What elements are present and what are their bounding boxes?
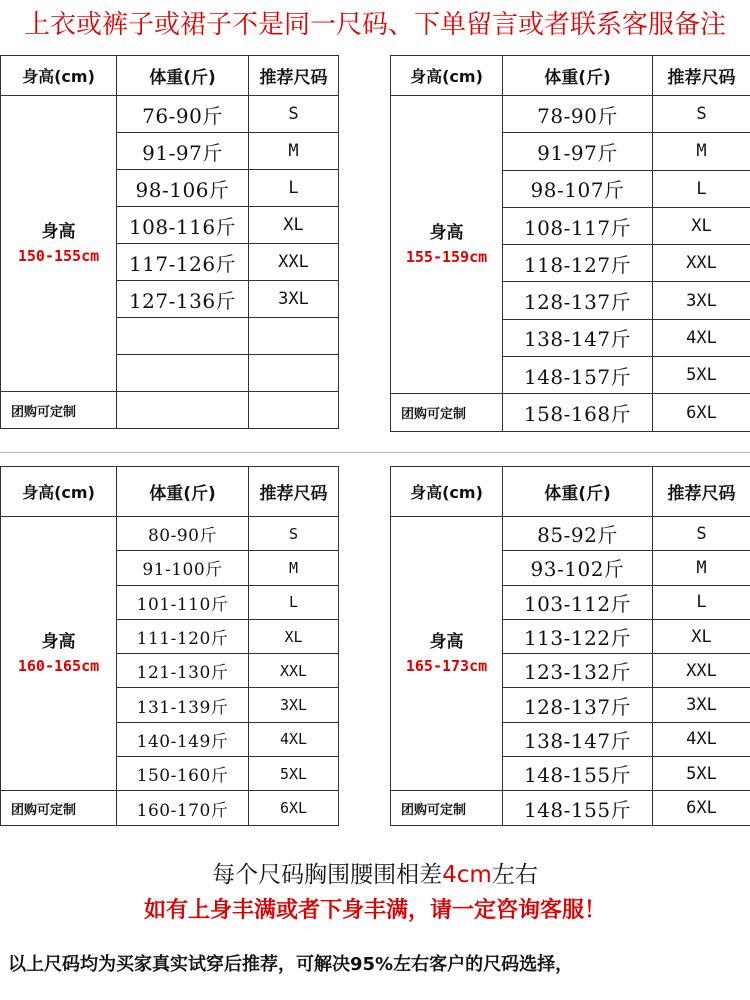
size-table xyxy=(0,466,339,826)
size-cell: L xyxy=(653,585,750,619)
table-row xyxy=(391,96,750,133)
weight-cell: 150-160斤 xyxy=(117,757,249,791)
weight-cell: 131-139斤 xyxy=(117,688,249,722)
size-cell: XL xyxy=(249,207,339,244)
height-cell xyxy=(391,96,503,394)
size-cell: 5XL xyxy=(653,357,750,394)
size-cell: XL xyxy=(653,619,750,653)
weight-cell: 91-100斤 xyxy=(117,551,249,585)
weight-cell: 91-97斤 xyxy=(503,133,653,170)
size-cell: XXL xyxy=(653,654,750,688)
height-range: 160-165cm xyxy=(17,656,100,675)
size-cell xyxy=(249,355,339,392)
header-height: 身高(cm) xyxy=(391,56,503,96)
size-table xyxy=(390,55,750,432)
group-order-label: 团购可定制 xyxy=(1,791,117,825)
size-cell: 3XL xyxy=(249,281,339,318)
header-weight: 体重(斤) xyxy=(117,467,249,517)
size-cell: S xyxy=(653,517,750,551)
size-cell: M xyxy=(249,551,339,585)
table-row xyxy=(391,394,750,431)
size-cell: L xyxy=(653,170,750,207)
height-range: 150-155cm xyxy=(17,246,100,265)
height-label: 身高 xyxy=(429,222,464,243)
height-cell xyxy=(391,517,503,791)
size-cell: 3XL xyxy=(249,688,339,722)
height-cell xyxy=(1,96,117,392)
table-row xyxy=(1,96,339,133)
size-cell: 4XL xyxy=(653,319,750,356)
weight-cell: 148-155斤 xyxy=(503,757,653,791)
height-label: 身高 xyxy=(41,221,76,242)
size-cell: 5XL xyxy=(653,757,750,791)
size-cell: 3XL xyxy=(653,282,750,319)
divider xyxy=(0,452,750,453)
size-table xyxy=(0,55,339,429)
weight-cell: 113-122斤 xyxy=(503,619,653,653)
size-cell: L xyxy=(249,585,339,619)
weight-cell: 108-117斤 xyxy=(503,207,653,244)
height-cell xyxy=(1,517,117,791)
weight-cell: 93-102斤 xyxy=(503,551,653,585)
header-weight: 体重(斤) xyxy=(503,56,653,96)
table-row xyxy=(1,517,339,551)
size-cell: XXL xyxy=(653,245,750,282)
note-size-difference-pre: 每个尺码胸围腰围相差 xyxy=(212,862,443,888)
weight-cell: 98-106斤 xyxy=(117,170,249,207)
weight-cell xyxy=(117,392,249,429)
weight-cell: 80-90斤 xyxy=(117,517,249,551)
weight-cell: 158-168斤 xyxy=(503,394,653,431)
weight-cell: 138-147斤 xyxy=(503,319,653,356)
size-cell: XXL xyxy=(249,244,339,281)
note-consult-service: 如有上身丰满或者下身丰满，请一定咨询客服！ xyxy=(143,898,606,923)
header-size: 推荐尺码 xyxy=(653,467,750,517)
weight-cell: 121-130斤 xyxy=(117,654,249,688)
size-cell: S xyxy=(249,96,339,133)
weight-cell: 98-107斤 xyxy=(503,170,653,207)
size-cell: 4XL xyxy=(653,722,750,756)
weight-cell: 85-92斤 xyxy=(503,517,653,551)
weight-cell: 148-157斤 xyxy=(503,357,653,394)
weight-cell: 101-110斤 xyxy=(117,585,249,619)
top-banner: 上衣或裤子或裙子不是同一尺码、下单留言或者联系客服备注 xyxy=(23,10,726,40)
weight-cell: 103-112斤 xyxy=(503,585,653,619)
size-cell: 5XL xyxy=(249,757,339,791)
weight-cell: 140-149斤 xyxy=(117,722,249,756)
weight-cell: 128-137斤 xyxy=(503,688,653,722)
note-size-difference-post: 左右 xyxy=(491,862,538,888)
size-cell: XL xyxy=(653,207,750,244)
note-size-difference xyxy=(0,856,750,889)
size-cell: XL xyxy=(249,619,339,653)
size-cell: 3XL xyxy=(653,688,750,722)
size-cell: L xyxy=(249,170,339,207)
group-order-label: 团购可定制 xyxy=(391,394,503,431)
size-cell: 6XL xyxy=(653,394,750,431)
size-cell: M xyxy=(249,133,339,170)
size-cell: 6XL xyxy=(653,791,750,825)
weight-cell: 111-120斤 xyxy=(117,619,249,653)
weight-cell: 127-136斤 xyxy=(117,281,249,318)
weight-cell: 123-132斤 xyxy=(503,654,653,688)
height-range: 155-159cm xyxy=(405,247,488,266)
table-row xyxy=(391,517,750,551)
weight-cell: 117-126斤 xyxy=(117,244,249,281)
header-height: 身高(cm) xyxy=(1,56,117,96)
size-cell: S xyxy=(653,96,750,133)
weight-cell: 118-127斤 xyxy=(503,245,653,282)
weight-cell xyxy=(117,355,249,392)
size-cell: XXL xyxy=(249,654,339,688)
header-size: 推荐尺码 xyxy=(249,467,339,517)
note-recommendation: 以上尺码均为买家真实试穿后推荐，可解决95%左右客户的尺码选择， xyxy=(8,954,574,975)
height-label: 身高 xyxy=(429,631,464,652)
height-range: 165-173cm xyxy=(405,656,488,675)
table-row xyxy=(1,392,339,429)
weight-cell: 76-90斤 xyxy=(117,96,249,133)
size-cell xyxy=(249,318,339,355)
height-label: 身高 xyxy=(41,631,76,652)
weight-cell: 138-147斤 xyxy=(503,722,653,756)
group-order-label: 团购可定制 xyxy=(391,791,503,825)
note-size-difference-value: 4cm xyxy=(442,862,492,888)
size-cell: 4XL xyxy=(249,722,339,756)
header-height: 身高(cm) xyxy=(1,467,117,517)
weight-cell: 160-170斤 xyxy=(117,791,249,825)
header-weight: 体重(斤) xyxy=(503,467,653,517)
size-cell xyxy=(249,392,339,429)
header-size: 推荐尺码 xyxy=(249,56,339,96)
weight-cell: 78-90斤 xyxy=(503,96,653,133)
header-weight: 体重(斤) xyxy=(117,56,249,96)
weight-cell: 128-137斤 xyxy=(503,282,653,319)
header-height: 身高(cm) xyxy=(391,467,503,517)
size-cell: M xyxy=(653,551,750,585)
table-row xyxy=(391,791,750,825)
weight-cell: 91-97斤 xyxy=(117,133,249,170)
group-order-label: 团购可定制 xyxy=(1,392,117,429)
weight-cell: 148-155斤 xyxy=(503,791,653,825)
size-cell: S xyxy=(249,517,339,551)
size-cell: M xyxy=(653,133,750,170)
size-table xyxy=(390,466,750,826)
weight-cell: 108-116斤 xyxy=(117,207,249,244)
header-size: 推荐尺码 xyxy=(653,56,750,96)
size-cell: 6XL xyxy=(249,791,339,825)
table-row xyxy=(1,791,339,825)
weight-cell xyxy=(117,318,249,355)
